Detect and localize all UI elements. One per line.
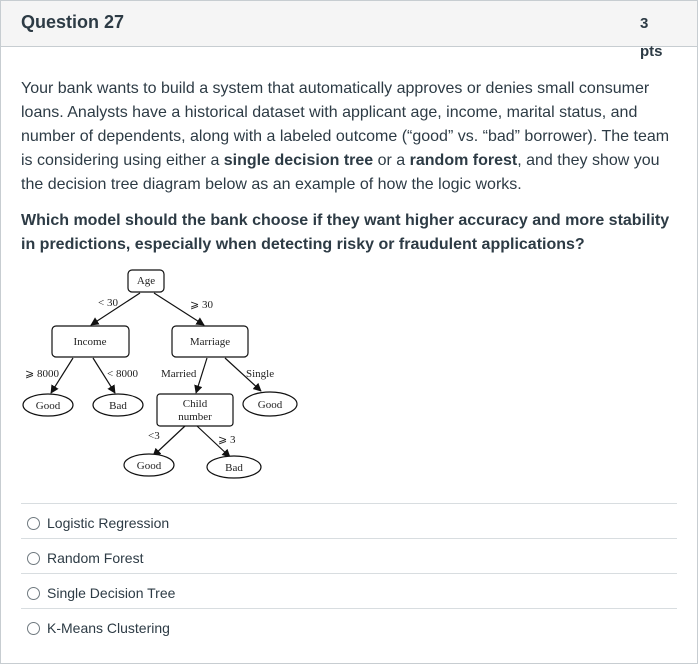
edge-label-income-ge: ⩾ 8000 bbox=[25, 368, 59, 380]
node-age-label: Age bbox=[136, 275, 156, 287]
question-header bbox=[1, 1, 697, 60]
leaf-bad-child-high-label: Bad bbox=[225, 462, 243, 474]
radio-button[interactable] bbox=[27, 552, 40, 565]
answer-option[interactable] bbox=[21, 503, 677, 538]
radio-button[interactable] bbox=[27, 622, 40, 635]
points-label: pts bbox=[640, 43, 663, 60]
radio-button[interactable] bbox=[27, 517, 40, 530]
edge-label-single: Single bbox=[246, 368, 275, 380]
body-text-1: Your bank wants to build a system that automatically approves or denies small consumer loans. Analysts have a historical dataset with applicant age, income, marital status, and number of dependents, along with a labeled outcome (“good” vs. “bad” borrower). The team is considering using either a bbox=[21, 80, 670, 169]
decision-tree-diagram bbox=[1, 263, 321, 485]
points-value: 3 bbox=[640, 15, 649, 32]
body-text-3: , and they show you the decision tree diagram below as an example of how the logic works. bbox=[21, 152, 660, 193]
answer-label[interactable]: K-Means Clustering bbox=[47, 620, 170, 636]
leaf-good-income-high-label: Good bbox=[35, 400, 61, 412]
leaf-bad-income-low-label: Bad bbox=[109, 400, 127, 412]
edge-label-married: Married bbox=[161, 368, 197, 380]
node-marriage-label: Marriage bbox=[189, 336, 231, 348]
edge-marriage-child bbox=[196, 358, 207, 393]
edge-label-income-lt: < 8000 bbox=[107, 368, 138, 380]
question-prompt: Which model should the bank choose if they want higher accuracy and more stability in predictions, especially when detecting risky or fraudulent applications? bbox=[21, 212, 670, 253]
node-income-label: Income bbox=[73, 336, 107, 348]
answer-option[interactable] bbox=[21, 538, 677, 573]
answer-label[interactable]: Random Forest bbox=[47, 550, 144, 566]
node-child-label-2: number bbox=[178, 411, 212, 423]
body-text-2: or a bbox=[373, 152, 410, 169]
radio-button[interactable] bbox=[27, 587, 40, 600]
leaf-good-single-label: Good bbox=[257, 399, 283, 411]
edge-label-age-lt: < 30 bbox=[98, 297, 118, 309]
body-bold-2: random forest bbox=[409, 152, 518, 169]
answer-option[interactable] bbox=[21, 608, 677, 643]
edge-label-age-ge: ⩾ 30 bbox=[190, 299, 213, 311]
body-bold-1: single decision tree bbox=[223, 152, 374, 169]
question-body bbox=[21, 77, 681, 197]
edge-label-child-lt: <3 bbox=[148, 430, 160, 442]
answer-label[interactable]: Logistic Regression bbox=[47, 515, 170, 531]
answer-option[interactable] bbox=[21, 573, 677, 608]
node-child-label-1: Child bbox=[182, 398, 208, 410]
answer-list bbox=[21, 503, 677, 643]
answer-label[interactable]: Single Decision Tree bbox=[47, 585, 176, 601]
leaf-good-child-low-label: Good bbox=[136, 460, 162, 472]
edge-label-child-ge: ⩾ 3 bbox=[218, 434, 236, 446]
question-title: Question 27 bbox=[21, 12, 125, 32]
